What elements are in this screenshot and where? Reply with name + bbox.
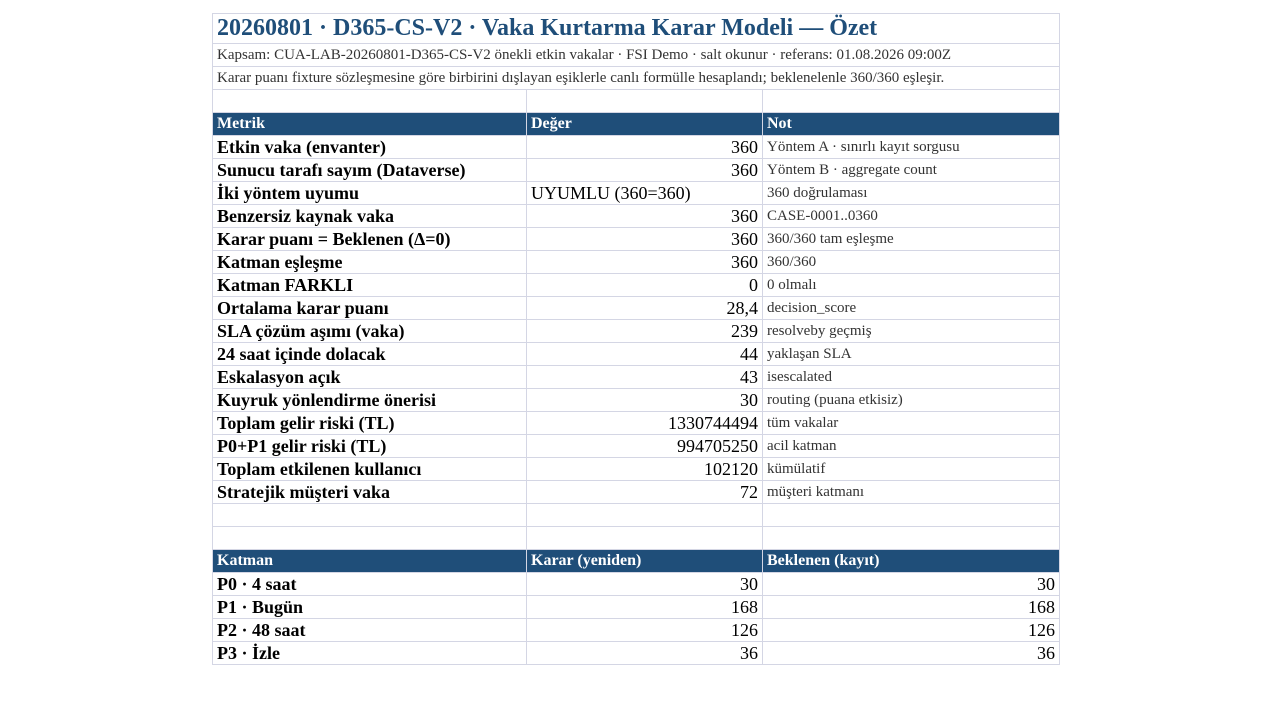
empty-cell[interactable]: [213, 504, 527, 527]
tiers-header-tier[interactable]: Katman: [213, 550, 527, 573]
metric-row: [213, 228, 1060, 251]
sheet-title[interactable]: 20260801 · D365-CS-V2 · Vaka Kurtarma Karar Modeli — Özet: [213, 14, 1060, 44]
metric-value-cell[interactable]: 1330744494: [527, 412, 763, 435]
metric-label-cell[interactable]: Karar puanı = Beklenen (Δ=0): [213, 228, 527, 251]
metric-row: [213, 274, 1060, 297]
metric-label-cell[interactable]: Katman FARKLI: [213, 274, 527, 297]
tier-label-cell[interactable]: P3 · İzle: [213, 642, 527, 665]
tier-row: [213, 642, 1060, 665]
metric-value-cell[interactable]: 994705250: [527, 435, 763, 458]
metric-note-cell[interactable]: 360 doğrulaması: [763, 182, 1060, 205]
metric-value-cell[interactable]: 44: [527, 343, 763, 366]
metric-label-cell[interactable]: Kuyruk yönlendirme önerisi: [213, 389, 527, 412]
metrics-table: [213, 136, 1060, 504]
empty-cell[interactable]: [763, 90, 1060, 113]
metric-note-cell[interactable]: 360/360: [763, 251, 1060, 274]
metric-label-cell[interactable]: Katman eşleşme: [213, 251, 527, 274]
metric-note-cell[interactable]: acil katman: [763, 435, 1060, 458]
tier-row: [213, 619, 1060, 642]
metrics-header-metric[interactable]: Metrik: [213, 113, 527, 136]
metric-note-cell[interactable]: isescalated: [763, 366, 1060, 389]
blank-row: [213, 90, 1060, 113]
tier-decision-cell[interactable]: 36: [527, 642, 763, 665]
metric-row: [213, 458, 1060, 481]
blank-row: [213, 504, 1060, 527]
metric-value-cell[interactable]: 30: [527, 389, 763, 412]
empty-cell[interactable]: [527, 90, 763, 113]
metric-value-cell[interactable]: 102120: [527, 458, 763, 481]
tier-expected-cell[interactable]: 30: [763, 573, 1060, 596]
metric-label-cell[interactable]: SLA çözüm aşımı (vaka): [213, 320, 527, 343]
tier-decision-cell[interactable]: 126: [527, 619, 763, 642]
metric-row: [213, 159, 1060, 182]
metric-value-cell[interactable]: 360: [527, 159, 763, 182]
empty-cell[interactable]: [213, 527, 527, 550]
metric-label-cell[interactable]: İki yöntem uyumu: [213, 182, 527, 205]
metric-value-cell[interactable]: UYUMLU (360=360): [527, 182, 763, 205]
metric-note-cell[interactable]: tüm vakalar: [763, 412, 1060, 435]
summary-sheet: [212, 13, 1060, 665]
metric-row: [213, 435, 1060, 458]
tier-expected-cell[interactable]: 36: [763, 642, 1060, 665]
tier-row: [213, 596, 1060, 619]
metric-label-cell[interactable]: Etkin vaka (envanter): [213, 136, 527, 159]
tier-decision-cell[interactable]: 168: [527, 596, 763, 619]
metric-row: [213, 481, 1060, 504]
tiers-header-row: [213, 550, 1060, 573]
metric-value-cell[interactable]: 239: [527, 320, 763, 343]
metric-row: [213, 366, 1060, 389]
metric-row: [213, 182, 1060, 205]
metric-note-cell[interactable]: müşteri katmanı: [763, 481, 1060, 504]
empty-cell[interactable]: [527, 527, 763, 550]
metric-value-cell[interactable]: 360: [527, 228, 763, 251]
metric-value-cell[interactable]: 0: [527, 274, 763, 297]
metric-row: [213, 343, 1060, 366]
metrics-header-row: [213, 113, 1060, 136]
metric-note-cell[interactable]: 360/360 tam eşleşme: [763, 228, 1060, 251]
blank-row: [213, 527, 1060, 550]
tiers-table: [213, 573, 1060, 665]
metric-row: [213, 389, 1060, 412]
metric-row: [213, 412, 1060, 435]
metric-value-cell[interactable]: 28,4: [527, 297, 763, 320]
metric-note-cell[interactable]: decision_score: [763, 297, 1060, 320]
tiers-header-decision[interactable]: Karar (yeniden): [527, 550, 763, 573]
metric-row: [213, 251, 1060, 274]
scope-note[interactable]: Kapsam: CUA-LAB-20260801-D365-CS-V2 önekli etkin vakalar · FSI Demo · salt okunur · referans: 01.08.2026 09:00Z: [213, 44, 1060, 67]
tier-decision-cell[interactable]: 30: [527, 573, 763, 596]
tier-label-cell[interactable]: P2 · 48 saat: [213, 619, 527, 642]
metric-label-cell[interactable]: Ortalama karar puanı: [213, 297, 527, 320]
tier-label-cell[interactable]: P1 · Bugün: [213, 596, 527, 619]
metric-note-cell[interactable]: CASE-0001..0360: [763, 205, 1060, 228]
metric-label-cell[interactable]: Stratejik müşteri vaka: [213, 481, 527, 504]
empty-cell[interactable]: [213, 90, 527, 113]
metric-note-cell[interactable]: resolveby geçmiş: [763, 320, 1060, 343]
metric-value-cell[interactable]: 360: [527, 205, 763, 228]
metric-note-cell[interactable]: Yöntem A · sınırlı kayıt sorgusu: [763, 136, 1060, 159]
metrics-header-value[interactable]: Değer: [527, 113, 763, 136]
metric-label-cell[interactable]: 24 saat içinde dolacak: [213, 343, 527, 366]
empty-cell[interactable]: [527, 504, 763, 527]
metric-note-cell[interactable]: 0 olmalı: [763, 274, 1060, 297]
formula-note[interactable]: Karar puanı fixture sözleşmesine göre birbirini dışlayan eşiklerle canlı formülle hesaplandı; beklenelenle 360/360 eşleşir.: [213, 67, 1060, 90]
metric-row: [213, 205, 1060, 228]
spacer-rows: [213, 504, 1060, 573]
metric-note-cell[interactable]: routing (puana etkisiz): [763, 389, 1060, 412]
metric-label-cell[interactable]: Toplam etkilenen kullanıcı: [213, 458, 527, 481]
metrics-header-note[interactable]: Not: [763, 113, 1060, 136]
metric-note-cell[interactable]: Yöntem B · aggregate count: [763, 159, 1060, 182]
metric-label-cell[interactable]: Toplam gelir riski (TL): [213, 412, 527, 435]
metric-value-cell[interactable]: 360: [527, 136, 763, 159]
metric-label-cell[interactable]: Sunucu tarafı sayım (Dataverse): [213, 159, 527, 182]
empty-cell[interactable]: [763, 504, 1060, 527]
tier-expected-cell[interactable]: 126: [763, 619, 1060, 642]
metric-value-cell[interactable]: 360: [527, 251, 763, 274]
metric-label-cell[interactable]: Eskalasyon açık: [213, 366, 527, 389]
metric-row: [213, 297, 1060, 320]
metric-row: [213, 320, 1060, 343]
metric-value-cell[interactable]: 72: [527, 481, 763, 504]
metric-note-cell[interactable]: yaklaşan SLA: [763, 343, 1060, 366]
metric-row: [213, 136, 1060, 159]
metric-note-cell[interactable]: kümülatif: [763, 458, 1060, 481]
tier-label-cell[interactable]: P0 · 4 saat: [213, 573, 527, 596]
metric-label-cell[interactable]: Benzersiz kaynak vaka: [213, 205, 527, 228]
tiers-header-expected[interactable]: Beklenen (kayıt): [763, 550, 1060, 573]
tier-row: [213, 573, 1060, 596]
metric-label-cell[interactable]: P0+P1 gelir riski (TL): [213, 435, 527, 458]
empty-cell[interactable]: [763, 527, 1060, 550]
metric-value-cell[interactable]: 43: [527, 366, 763, 389]
tier-expected-cell[interactable]: 168: [763, 596, 1060, 619]
